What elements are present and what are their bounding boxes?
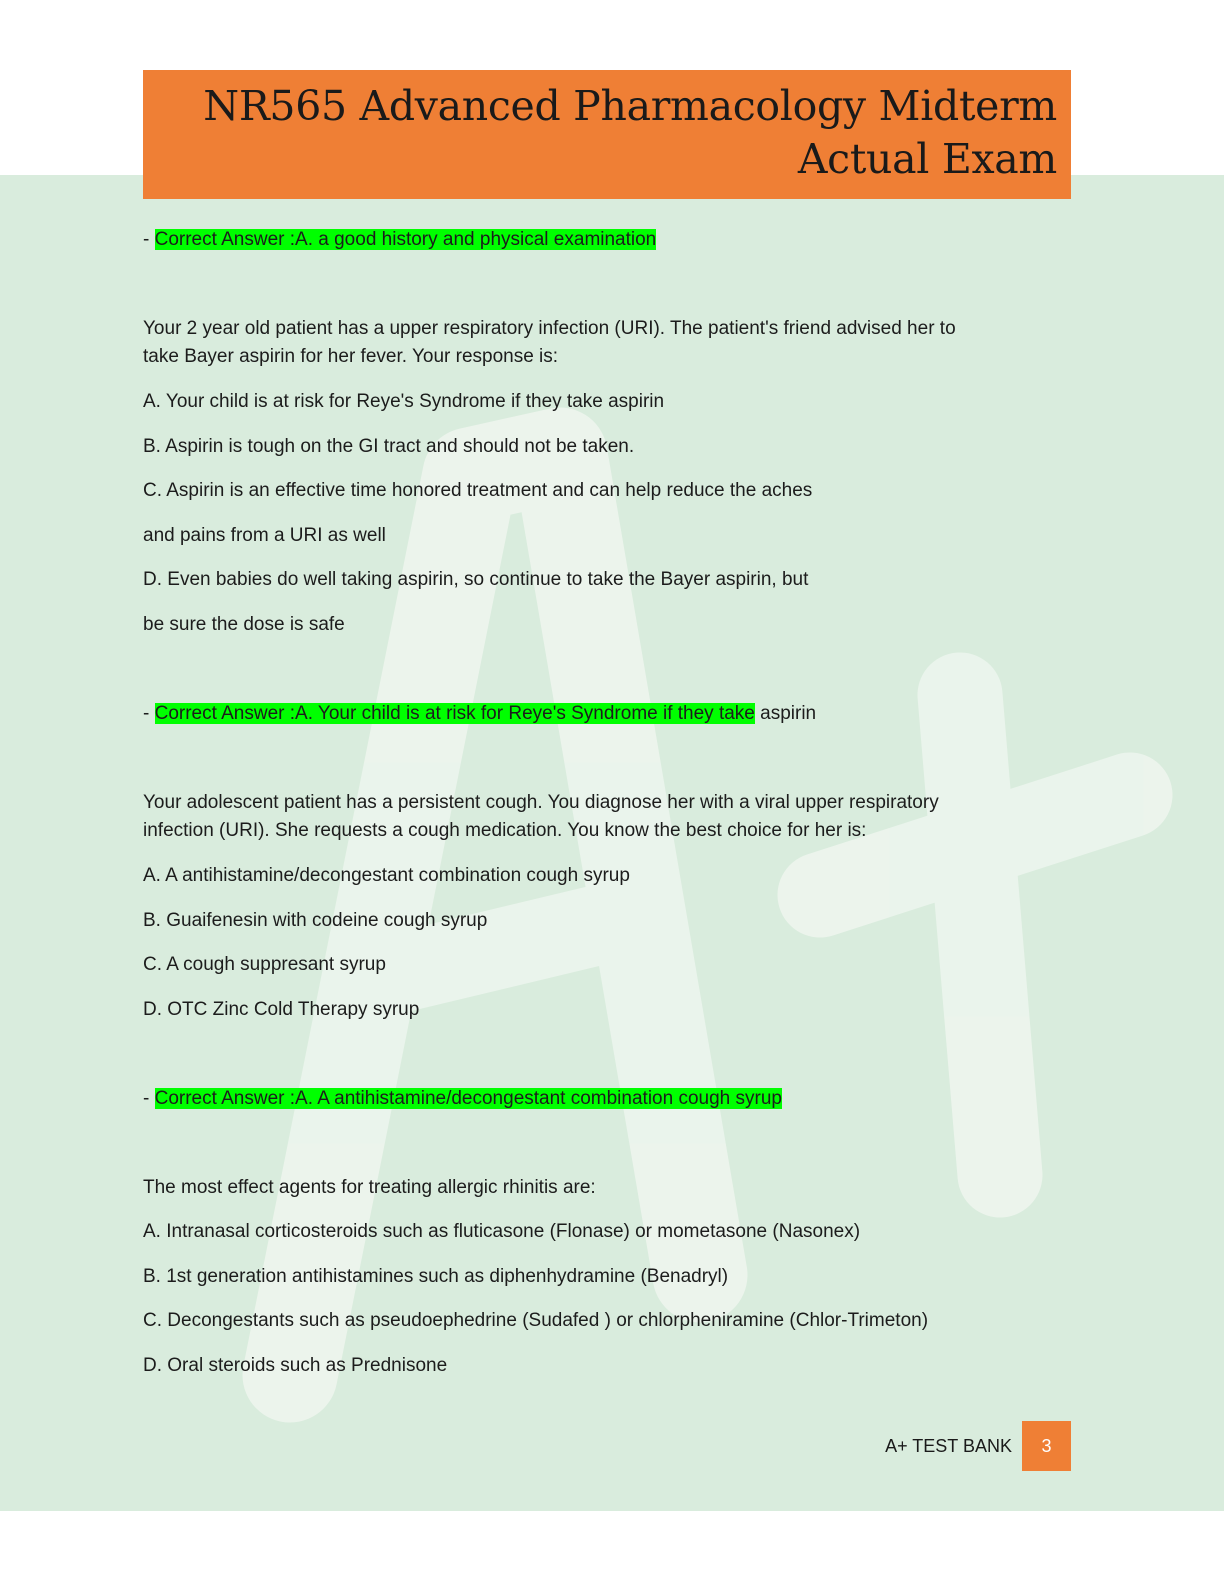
question-3-option-c: C. Decongestants such as pseudoephedrine (Sudafed ) or chlorpheniramine (Chlor-Trimeton) — [143, 1310, 929, 1331]
question-2-option-a: A. A antihistamine/decongestant combination cough syrup — [143, 865, 630, 886]
question-1-option-b: B. Aspirin is tough on the GI tract and should not be taken. — [143, 436, 635, 457]
question-1-option-d-line2: be sure the dose is safe — [143, 614, 345, 635]
question-3-option-d: D. Oral steroids such as Prednisone — [143, 1355, 448, 1376]
answer-tail: aspirin — [754, 703, 817, 724]
footer-label: A+ TEST BANK — [885, 1436, 1012, 1456]
answer-highlight: Correct Answer :A. Your child is at risk for Reye's Syndrome if they take — [154, 703, 755, 724]
answer-highlight: Correct Answer :A. A antihistamine/decongestant combination cough syrup — [154, 1088, 782, 1109]
question-2-option-c: C. A cough suppresant syrup — [143, 954, 386, 975]
question-2-stem-line2: infection (URI). She requests a cough medication. You know the best choice for her is: — [143, 820, 867, 841]
question-1-stem-line1: Your 2 year old patient has a upper respiratory infection (URI). The patient's friend advised her to — [143, 318, 956, 339]
title-banner — [143, 70, 1071, 199]
question-1-option-c-line1: C. Aspirin is an effective time honored treatment and can help reduce the aches — [143, 480, 813, 501]
answer-prefix: - — [143, 229, 155, 250]
question-2-option-b: B. Guaifenesin with codeine cough syrup — [143, 910, 488, 931]
document-title-line1: NR565 Advanced Pharmacology Midterm — [203, 82, 1057, 130]
correct-answer-1 — [143, 226, 656, 254]
page-number: 3 — [1022, 1421, 1071, 1471]
question-3-stem: The most effect agents for treating allergic rhinitis are: — [143, 1177, 596, 1198]
answer-prefix: - — [143, 1088, 155, 1109]
correct-answer-3 — [143, 1085, 782, 1113]
answer-highlight: Correct Answer :A. a good history and physical examination — [154, 229, 657, 250]
document-title-line2: Actual Exam — [797, 135, 1057, 183]
question-1-option-c-line2: and pains from a URI as well — [143, 525, 386, 546]
question-3-option-a: A. Intranasal corticosteroids such as fluticasone (Flonase) or mometasone (Nasonex) — [143, 1221, 861, 1242]
question-2-stem-line1: Your adolescent patient has a persistent cough. You diagnose her with a viral upper respiratory — [143, 792, 939, 813]
question-1-option-a: A. Your child is at risk for Reye's Syndrome if they take aspirin — [143, 391, 665, 412]
correct-answer-2 — [143, 700, 816, 728]
question-1-stem-line2: take Bayer aspirin for her fever. Your response is: — [143, 346, 559, 367]
question-1-option-d-line1: D. Even babies do well taking aspirin, so continue to take the Bayer aspirin, but — [143, 569, 809, 590]
answer-prefix: - — [143, 703, 155, 724]
question-3-option-b: B. 1st generation antihistamines such as diphenhydramine (Benadryl) — [143, 1266, 729, 1287]
question-2-option-d: D. OTC Zinc Cold Therapy syrup — [143, 999, 420, 1020]
